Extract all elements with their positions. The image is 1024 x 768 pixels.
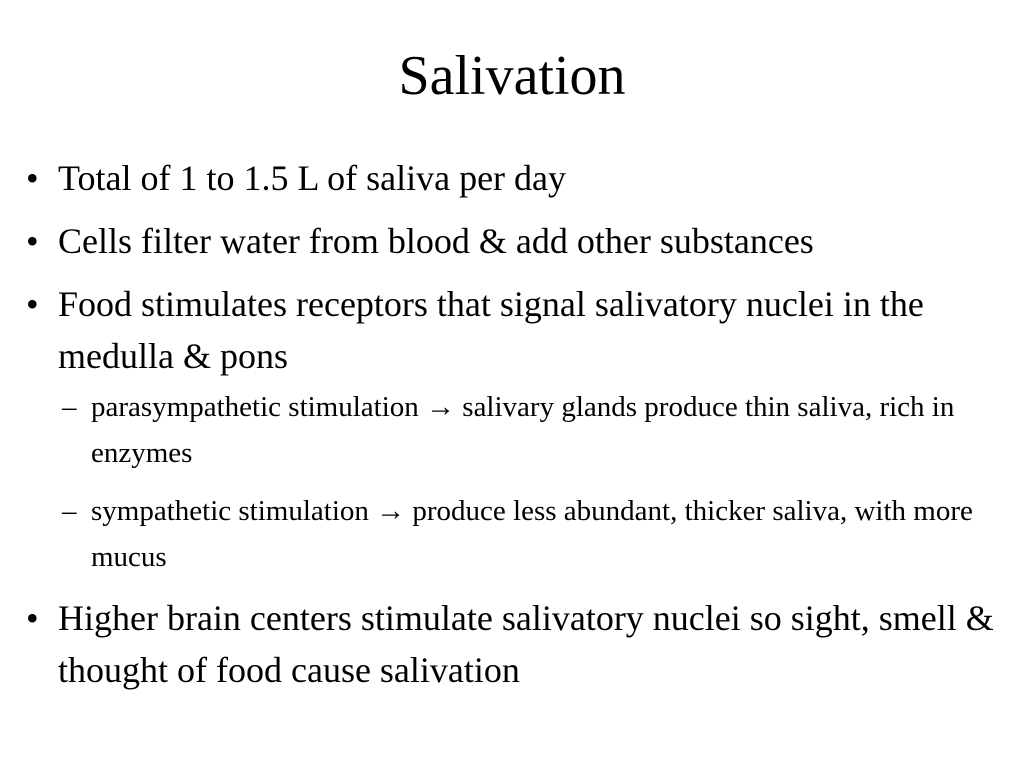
bullet-item — [0, 215, 1024, 267]
sub-bullet-text: sympathetic stimulation → produce less abundant, thicker saliva, with more mucus — [91, 495, 973, 573]
bullet-marker: • — [26, 221, 39, 261]
bullet-item — [0, 152, 1024, 204]
bullet-item — [0, 278, 1024, 580]
slide-title: Salivation — [398, 45, 626, 107]
bullet-text: Food stimulates receptors that signal salivatory nuclei in the medulla & pons — [58, 284, 924, 376]
bullet-text: Higher brain centers stimulate salivatory nuclei so sight, smell & thought of food cause salivation — [58, 598, 994, 690]
dash-marker: – — [62, 495, 77, 527]
dash-marker: – — [62, 391, 77, 423]
sub-bullet-list — [58, 384, 1024, 580]
bullet-item — [0, 592, 1024, 696]
sub-bullet-item — [46, 488, 988, 580]
bullet-list — [0, 152, 1024, 707]
bullet-marker: • — [26, 158, 39, 198]
bullet-marker: • — [26, 598, 39, 638]
bullet-text: Cells filter water from blood & add other substances — [58, 221, 814, 261]
sub-bullet-text: parasympathetic stimulation → salivary glands produce thin saliva, rich in enzymes — [91, 391, 955, 469]
sub-bullet-item — [46, 384, 988, 476]
bullet-text: Total of 1 to 1.5 L of saliva per day — [58, 158, 567, 198]
bullet-marker: • — [26, 284, 39, 324]
